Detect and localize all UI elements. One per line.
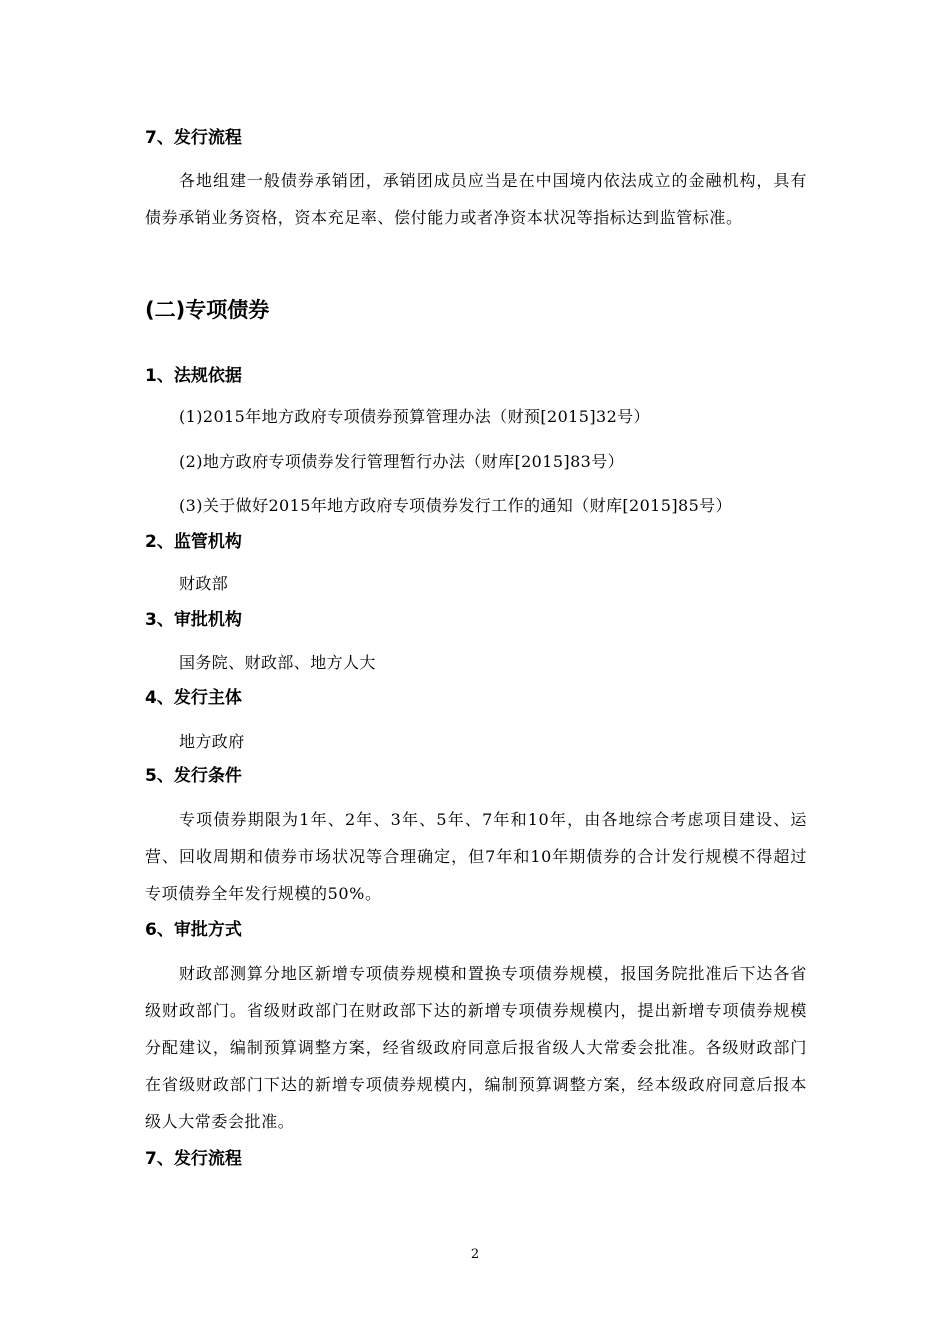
heading-issuance-process: 7、发行流程 bbox=[145, 128, 242, 148]
page-number: 2 bbox=[470, 1247, 480, 1262]
heading-issuer: 4、发行主体 bbox=[145, 688, 242, 708]
legal-basis-item-2: (2)地方政府专项债券发行管理暂行办法（财库[2015]83号） bbox=[179, 452, 625, 471]
legal-basis-item-3: (3)关于做好2015年地方政府专项债券发行工作的通知（财库[2015]85号） bbox=[179, 496, 732, 515]
heading-issuance-conditions: 5、发行条件 bbox=[145, 766, 242, 786]
regulator-text: 财政部 bbox=[179, 574, 229, 593]
heading-approval-body: 3、审批机构 bbox=[145, 610, 242, 630]
heading-issuance-process-2: 7、发行流程 bbox=[145, 1149, 242, 1169]
legal-basis-item-1: (1)2015年地方政府专项债券预算管理办法（财预[2015]32号） bbox=[179, 407, 650, 426]
heading-approval-method: 6、审批方式 bbox=[145, 920, 242, 940]
heading-regulator: 2、监管机构 bbox=[145, 532, 242, 552]
paragraph-underwriting: 各地组建一般债券承销团，承销团成员应当是在中国境内依法成立的金融机构，具有债券承销业务资格，资本充足率、偿付能力或者净资本状况等指标达到监管标准。 bbox=[145, 171, 807, 227]
approval-body-text: 国务院、财政部、地方人大 bbox=[179, 653, 376, 672]
section-title-special-bonds: (二)专项债券 bbox=[145, 298, 270, 322]
issuer-text: 地方政府 bbox=[179, 732, 245, 751]
paragraph-issuance-conditions: 专项债券期限为1年、2年、3年、5年、7年和10年，由各地综合考虑项目建设、运营、回收周期和债券市场状况等合理确定，但7年和10年期债券的合计发行规模不得超过专项债券全年发行规模的50%。 bbox=[145, 810, 807, 903]
heading-legal-basis: 1、法规依据 bbox=[145, 366, 242, 386]
paragraph-approval-method: 财政部测算分地区新增专项债券规模和置换专项债券规模，报国务院批准后下达各省级财政部门。省级财政部门在财政部下达的新增专项债券规模内，提出新增专项债券规模分配建议，编制预算调整方案，经省级政府同意后报省级人大常委会批准。各级财政部门在省级财政部门下达的新增专项债券规模内，编制预算调整方案，经本级政府同意后报本级人大常委会批准。 bbox=[145, 964, 807, 1131]
